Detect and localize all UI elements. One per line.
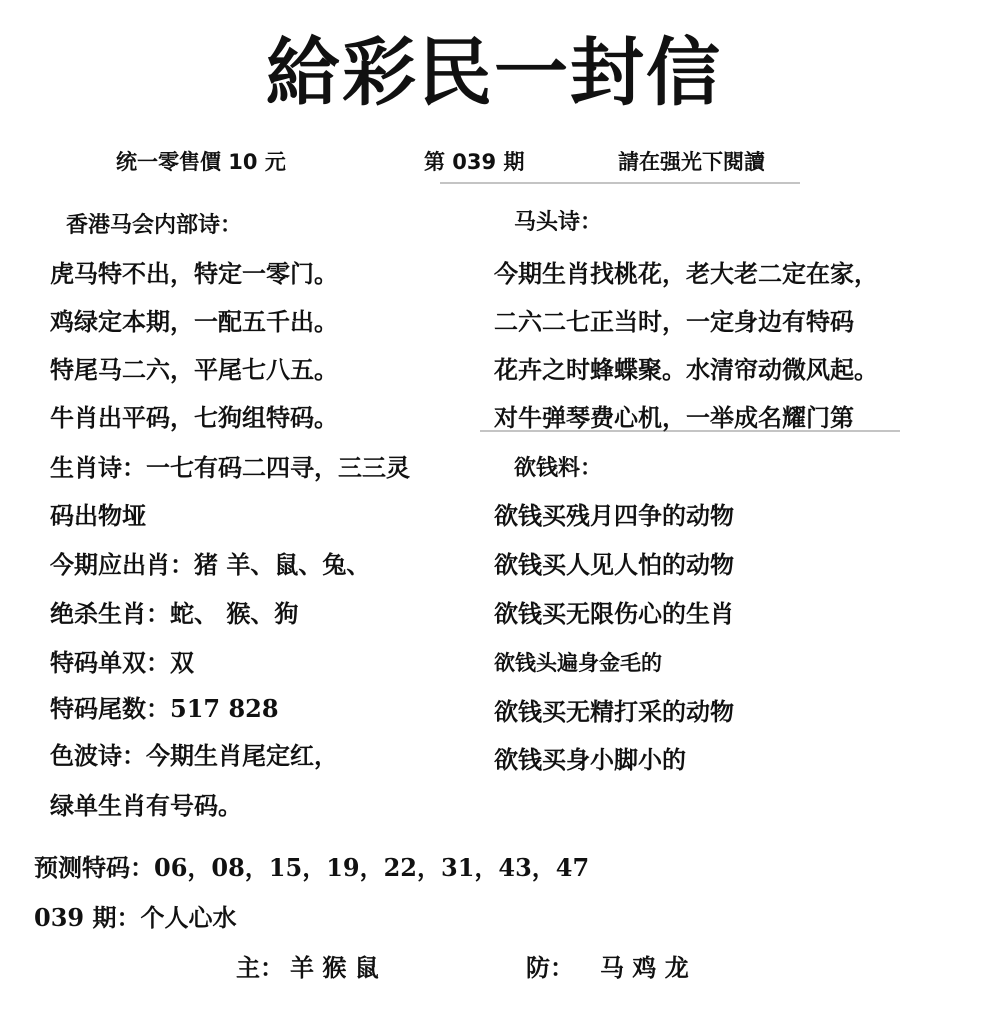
riddle-item: 欲钱买无精打采的动物 [494, 697, 734, 726]
right-poem-line: 花卉之时蜂蝶聚。水清帘动微风起。 [494, 355, 878, 384]
zodiac-poem-line: 码出物垭 [50, 501, 146, 530]
left-poem-line: 牛肖出平码，七狗组特码。 [50, 403, 338, 432]
odd-even: 特码单双：双 [50, 648, 194, 677]
right-poem-title: 马头诗： [514, 209, 603, 235]
riddle-title: 欲钱料： [514, 455, 603, 481]
zodiac-poem-line: 生肖诗：一七有码二四寻，三三灵 [50, 453, 410, 482]
riddle-item: 欲钱买身小脚小的 [494, 745, 686, 774]
predicted-numbers: 预测特码：06，08，15，19，22，31，43，47 [34, 853, 590, 882]
riddle-item: 欲钱买残月四争的动物 [494, 501, 734, 530]
scan-artifact [440, 182, 800, 184]
tail-numbers: 特码尾数：517 828 [50, 694, 279, 723]
color-poem-line: 绿单生肖有号码。 [50, 791, 242, 820]
left-poem-line: 特尾马二六，平尾七八五。 [50, 355, 338, 384]
color-poem-line: 色波诗：今期生肖尾定红， [50, 741, 338, 770]
left-poem-line: 虎马特不出，特定一零门。 [50, 259, 338, 288]
defend-zodiacs: 马 鸡 龙 [600, 953, 689, 982]
price-label: 统一零售價 10 元 [116, 150, 286, 174]
main-label: 主： [236, 953, 284, 982]
riddle-item: 欲钱买人见人怕的动物 [494, 550, 734, 579]
issue-number: 第 039 期 [424, 150, 525, 174]
left-poem-title: 香港马会内部诗： [66, 212, 243, 238]
expected-zodiac: 今期应出肖：猪 羊、鼠、兔、 [50, 550, 371, 579]
defend-label: 防： [526, 953, 574, 982]
page-title: 給彩民一封信 [266, 30, 722, 116]
scan-artifact [480, 430, 900, 432]
riddle-item: 欲钱买无限伤心的生肖 [494, 599, 734, 628]
main-zodiacs: 羊 猴 鼠 [290, 953, 379, 982]
right-poem-line: 今期生肖找桃花，老大老二定在家， [494, 259, 878, 288]
right-poem-line: 对牛弹琴费心机，一举成名耀门第 [494, 403, 854, 432]
killed-zodiac: 绝杀生肖：蛇、 猴、狗 [50, 599, 299, 628]
left-poem-line: 鸡绿定本期，一配五千出。 [50, 307, 338, 336]
issue-tip: 039 期：个人心水 [34, 903, 237, 932]
reading-notice: 請在强光下閱讀 [618, 150, 765, 174]
right-poem-line: 二六二七正当时，一定身边有特码 [494, 307, 854, 336]
riddle-item: 欲钱头遍身金毛的 [494, 650, 662, 675]
